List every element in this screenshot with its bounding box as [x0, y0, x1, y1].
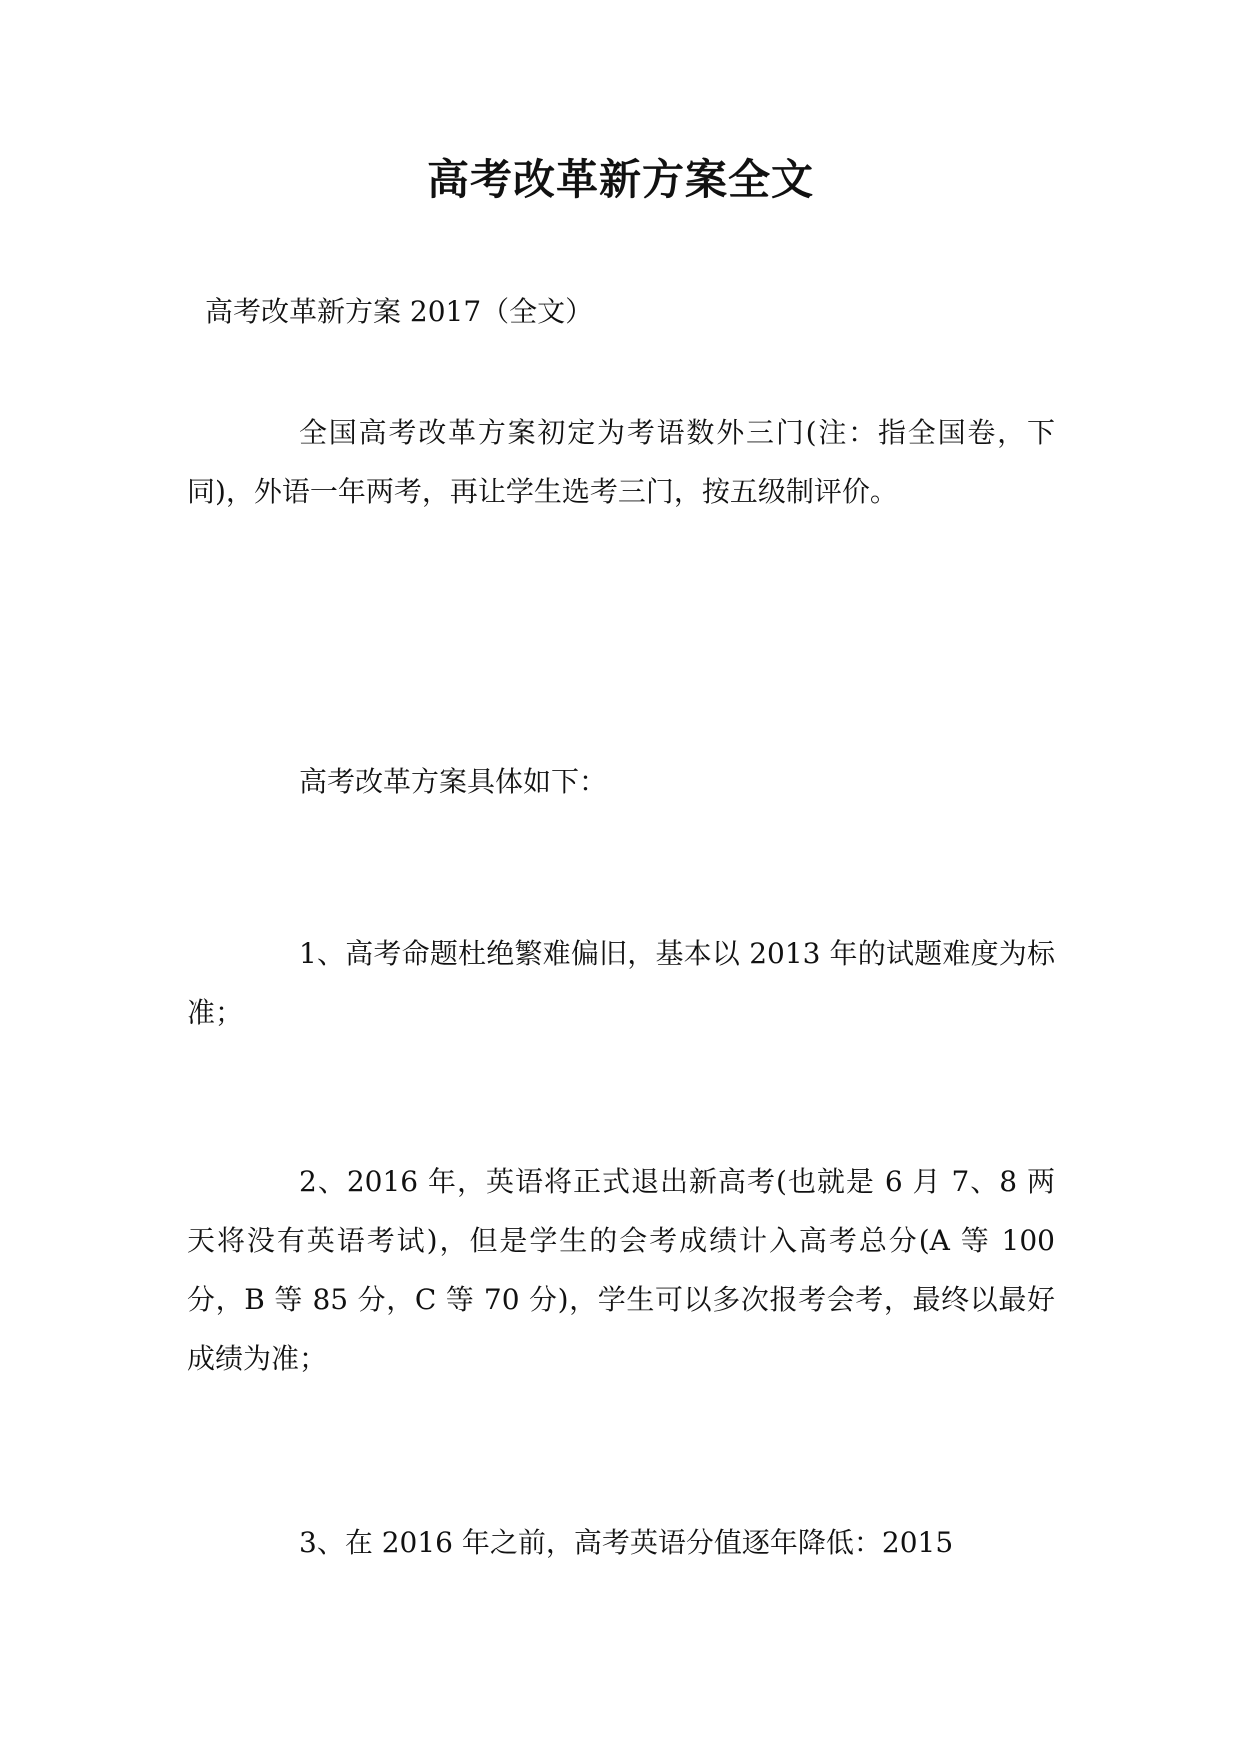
document-subtitle: 高考改革新方案 2017（全文） [205, 295, 594, 328]
paragraph-heading: 高考改革方案具体如下： [299, 765, 608, 798]
paragraph-item-2: 2、2016 年，英语将正式退出新高考(也就是 6 月 7、8 两天将没有英语考试)，但是学生的会考成绩计入高考总分(A 等 100 分，B 等 85 分，C 等 70 分)，学生可以多次报考会考，最终以最好成绩为准； [187, 1165, 1055, 1375]
document-title: 高考改革新方案全文 [426, 155, 814, 204]
paragraph-intro: 全国高考改革方案初定为考语数外三门(注：指全国卷，下同)，外语一年两考，再让学生选考三门，按五级制评价。 [187, 416, 1055, 508]
paragraph-item-1: 1、高考命题杜绝繁难偏旧，基本以 2013 年的试题难度为标准； [187, 937, 1055, 1029]
paragraph-item-3: 3、在 2016 年之前，高考英语分值逐年降低：2015 [299, 1526, 954, 1559]
